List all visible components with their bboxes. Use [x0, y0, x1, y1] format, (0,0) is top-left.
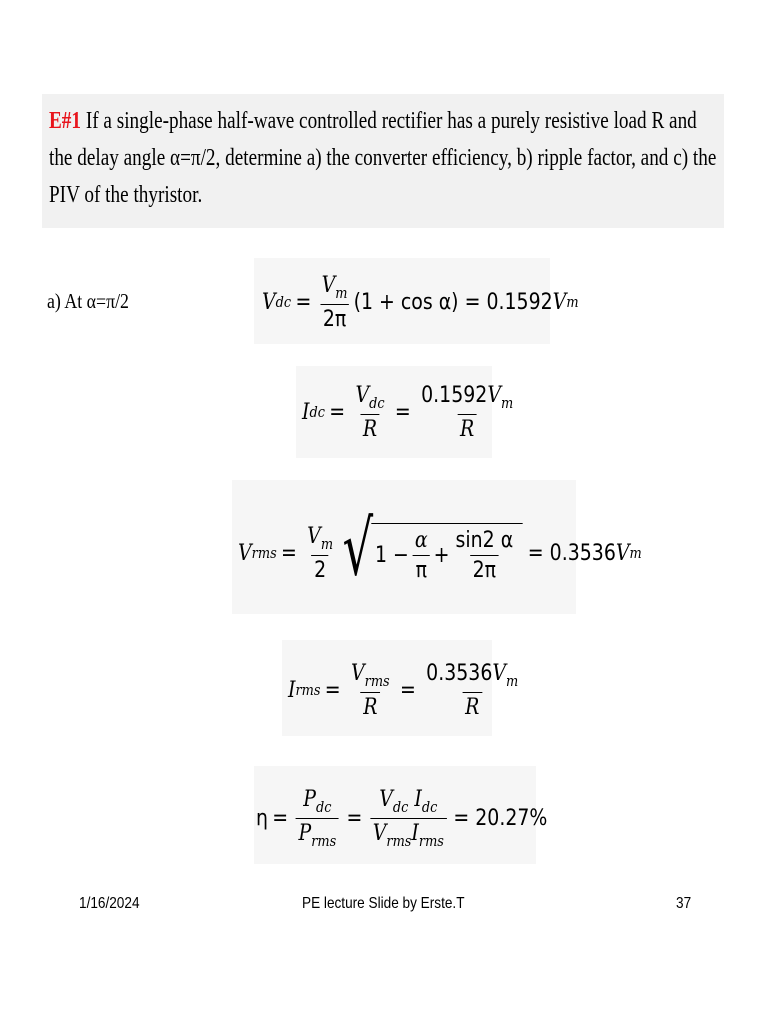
irms-fraction-2: $\frac{0.3536V_m}{R}$: [426, 660, 519, 720]
vdc-fraction: $\frac{V_m}{2\pi}$: [321, 272, 348, 332]
footer-page-number: 37: [676, 895, 692, 912]
square-root: √ 1 − $\frac{\alpha}{\pi}$ + $\frac{\sin 2 \alpha}{2\pi}$: [343, 523, 523, 583]
footer-title: PE lecture Slide by Erste.T: [302, 895, 465, 912]
problem-text: If a single-phase half-wave controlled rectifier has a purely resistive load R and the delay angle α=π/2, determine a) the converter efficiency, b) ripple factor, and c) the PIV of the thyristor.: [49, 108, 717, 208]
part-a-label: a) At α=π/2: [47, 289, 129, 313]
problem-statement: [49, 103, 721, 214]
eta-fraction-2: $\frac{V_{dc} I_{dc}}{V_{rms}I_{rms}}$: [370, 787, 446, 850]
example-tag: E#1: [49, 108, 82, 134]
idc-fraction-1: $\frac{V_{dc}}{R}$: [355, 382, 385, 442]
irms-equation: I rms = $\frac{V_{rms}}{R}$ = $\frac{0.3536V_m}{R}$: [288, 648, 524, 732]
footer-date: 1/16/2024: [79, 895, 140, 912]
efficiency-equation: η = $\frac{P_{dc}}{P_{rms}}$ = $\frac{V_{dc} I_{dc}}{V_{rms}I_{rms}}$ = 20.27%: [256, 786, 548, 850]
eta-fraction-1: $\frac{P_{dc}}{P_{rms}}$: [296, 787, 339, 850]
idc-fraction-2: $\frac{0.1592V_m}{R}$: [421, 382, 514, 442]
vrms-equation: V rms = $\frac{V_m}{2}$ √ 1 − $\frac{\alpha}{\pi}$ + $\frac{\sin 2 \alpha}{2\pi}$ = 0.3536 V m: [238, 505, 642, 594]
vdc-equation: V dc = $\frac{V_m}{2\pi}$ (1 + cos α) = 0.1592 V m: [262, 272, 579, 332]
vrms-fraction: $\frac{V_m}{2}$: [307, 523, 334, 583]
irms-fraction-1: $\frac{V_{rms}}{R}$: [350, 660, 390, 720]
idc-equation: I dc = $\frac{V_{dc}}{R}$ = $\frac{0.1592V_m}{R}$: [302, 370, 519, 454]
